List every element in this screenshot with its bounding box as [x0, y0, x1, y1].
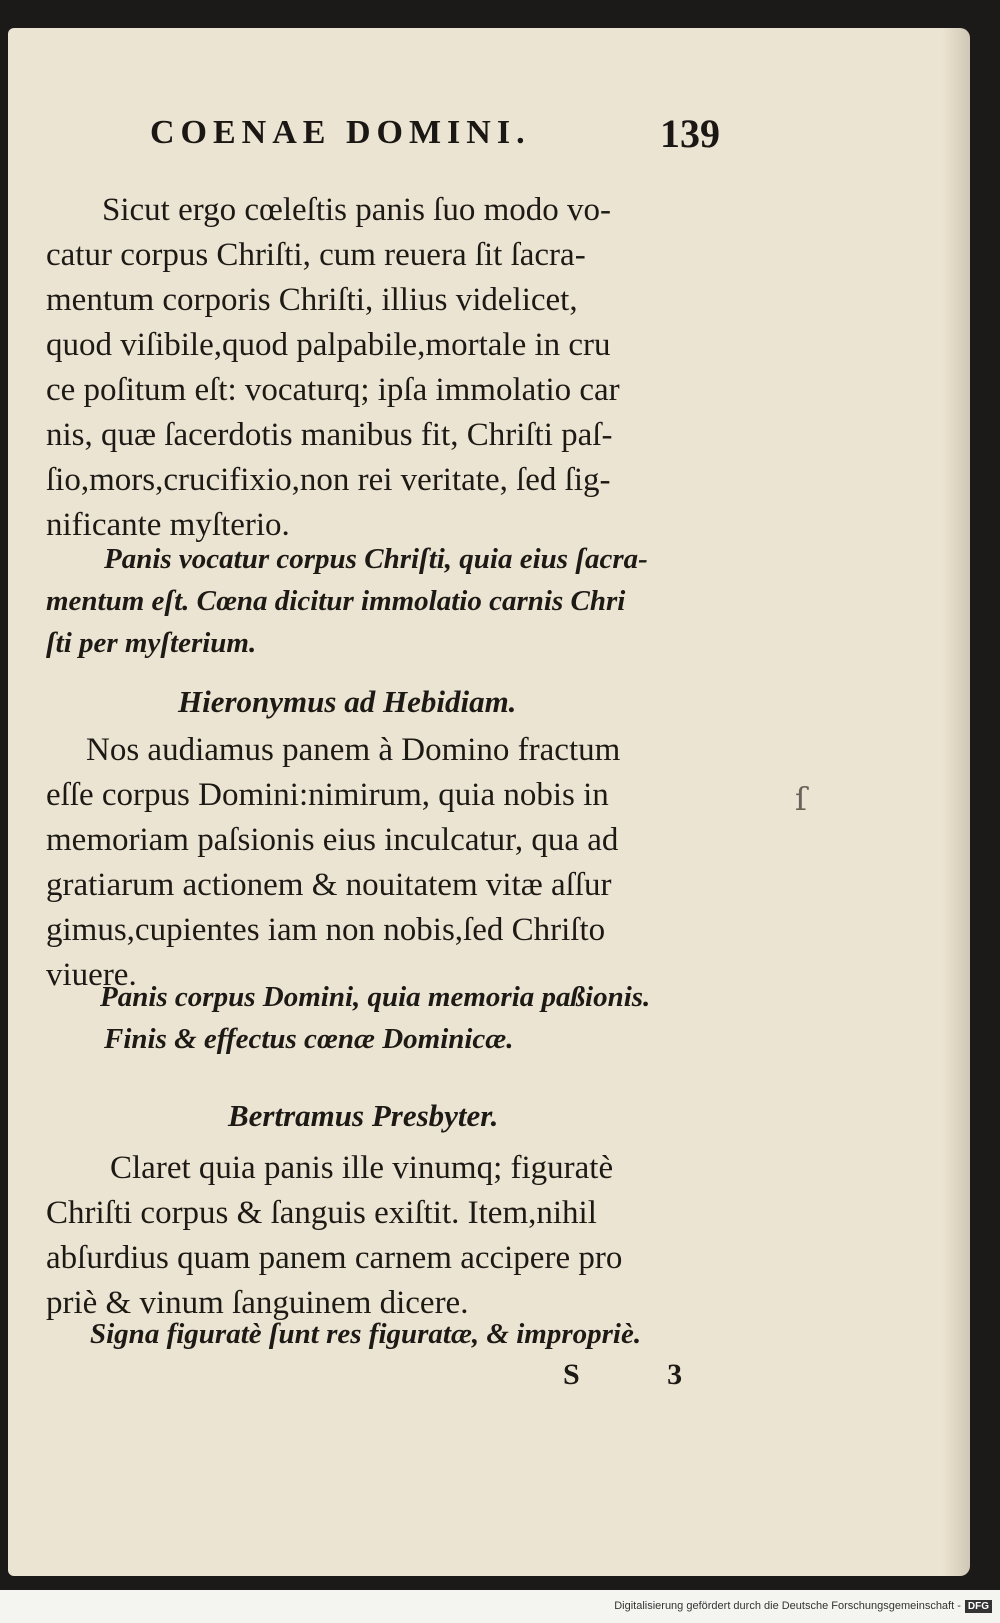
text-line: Sicut ergo cœleſtis panis ſuo modo vo-	[102, 192, 612, 228]
text-line: memoriam paſsionis eius inculcatur, qua ad	[46, 822, 619, 858]
section-heading-bertramus: Bertramus Presbyter.	[228, 1098, 499, 1133]
marginal-note-1	[46, 538, 766, 664]
text-line: mentum corporis Chriſti, illius videlicet,	[46, 282, 578, 318]
text-line: nificante myſterio.	[46, 507, 290, 543]
paragraph-1	[46, 188, 766, 548]
paragraph-2	[46, 728, 766, 998]
book-page	[8, 28, 970, 1576]
text-line: Chriſti corpus & ſanguis exiſtit. Item,nihil	[46, 1195, 597, 1231]
note-line: Panis corpus Domini, quia memoria paßionis.	[100, 981, 651, 1013]
text-line: gimus,cupientes iam non nobis,ſed Chriſto	[46, 912, 606, 948]
section-heading-hieronymus: Hieronymus ad Hebidiam.	[178, 684, 517, 719]
note-line: Finis & effectus cœnæ Dominicæ.	[104, 1023, 514, 1055]
text-line: ſio,mors,crucifixio,non rei veritate, ſed ſig-	[46, 462, 611, 498]
text-line: catur corpus Chriſti, cum reuera ſit ſacra-	[46, 237, 586, 273]
note-line: ſti per myſterium.	[46, 627, 257, 659]
text-line: Nos audiamus panem à Domino fractum	[86, 732, 621, 768]
text-line: eſſe corpus Domini:nimirum, quia nobis in	[46, 777, 609, 813]
paragraph-3	[46, 1146, 766, 1326]
margin-mark: ſ	[795, 780, 807, 818]
signature-mark: S 3	[563, 1358, 723, 1391]
note-line: Signa figuratè ſunt res figuratæ, & impropriè.	[90, 1318, 642, 1350]
digitization-footer	[614, 1597, 992, 1615]
text-line: ce poſitum eſt: vocaturq; ipſa immolatio car	[46, 372, 620, 408]
running-head: COENAE DOMINI.	[150, 114, 531, 151]
footer-credit: Digitalisierung gefördert durch die Deutsche Forschungsgemeinschaft -	[614, 1600, 961, 1612]
page-number: 139	[660, 111, 720, 156]
text-line: quod viſibile,quod palpabile,mortale in cru	[46, 327, 611, 363]
note-line: mentum eſt. Cœna dicitur immolatio carnis Chri	[46, 585, 626, 617]
marginal-note-2	[46, 976, 766, 1060]
page-header	[150, 111, 720, 164]
text-line: abſurdius quam panem carnem accipere pro	[46, 1240, 623, 1276]
dfg-logo-icon: DFG	[965, 1600, 992, 1613]
text-line: priè & vinum ſanguinem dicere.	[46, 1285, 469, 1321]
text-line: Claret quia panis ille vinumq; figuratè	[110, 1150, 614, 1186]
text-line: gratiarum actionem & nouitatem vitæ aſſur	[46, 867, 612, 903]
note-line: Panis vocatur corpus Chriſti, quia eius ſacra-	[104, 543, 648, 575]
marginal-note-3	[46, 1313, 766, 1355]
text-line: nis, quæ ſacerdotis manibus fit, Chriſti paſ-	[46, 417, 613, 453]
text-line: viuere.	[46, 957, 137, 993]
